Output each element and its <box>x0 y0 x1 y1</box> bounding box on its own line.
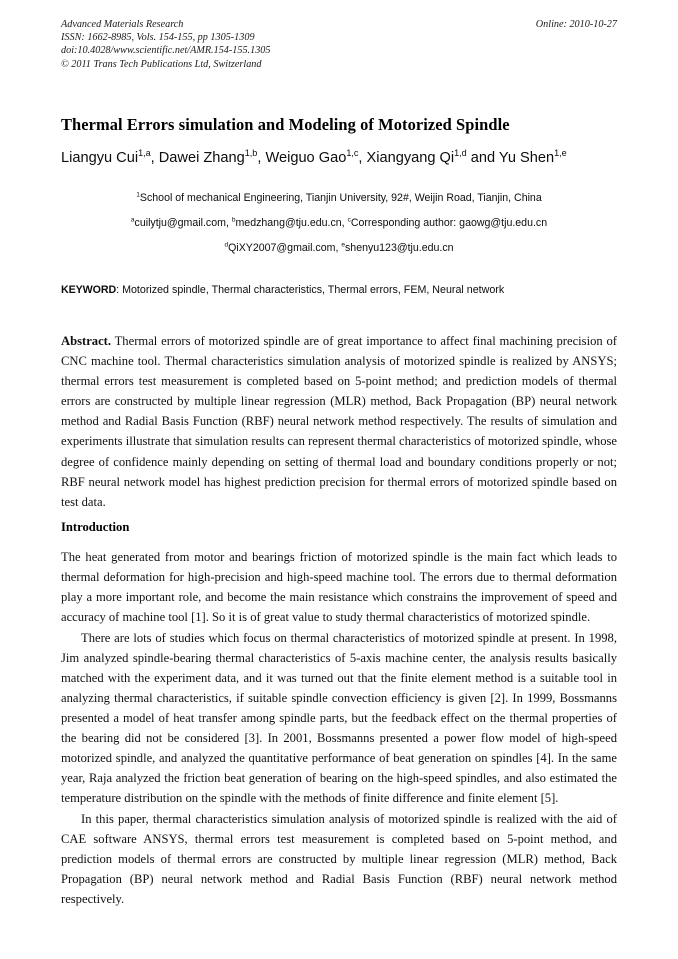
author-separator: and <box>466 150 499 166</box>
email-text: medzhang@tju.edu.cn, <box>235 217 348 229</box>
author-superscript: 1,e <box>554 148 567 159</box>
email-text: QiXY2007@gmail.com, <box>228 242 342 254</box>
author-name: Yu Shen <box>498 150 555 166</box>
intro-paragraph-1: The heat generated from motor and bearings friction of motorized spindle is the main fact which leads to thermal deformation for high-precision and high-speed machine tool. The errors due to thermal deformation play a more important role, and become the main resistance which constrains the improvement of speed and accuracy of machine tool [1]. So it is of great value to study thermal characteristics of motorized spindle. <box>61 549 617 624</box>
author-name: Weiguo Gao <box>265 150 347 166</box>
copyright-line: © 2011 Trans Tech Publications Ltd, Switzerland <box>61 58 262 70</box>
abstract-body: Thermal errors of motorized spindle are of great importance to affect final machining precision of CNC machine tool. Thermal characteristics simulation analysis of motorized spindle is realized by ANSYS; thermal errors test measurement is completed based on 5-point method; and prediction models of thermal errors are constructed by multiple linear regression (MLR) method, Back Propagation (BP) neural network method and Radial Basis Function (RBF) neural network method respectively. The results of simulation and experiments illustrate that simulation results can represent thermal characteristics of motorized spindle, whose degree of confidence mainly depending on setting of thermal load and boundary conditions properly or not; RBF neural network model has highest prediction precision for thermal errors of motorized spindle based on test data. <box>61 334 617 509</box>
section-heading-introduction: Introduction <box>61 520 130 535</box>
author-name: Dawei Zhang <box>158 150 245 166</box>
email-text: cuilytju@gmail.com, <box>134 217 232 229</box>
doi-line: doi:10.4028/www.scientific.net/AMR.154-155.1305 <box>61 45 271 57</box>
author-separator: , <box>150 150 159 166</box>
author-superscript: 1,c <box>346 148 359 159</box>
abstract-paragraph <box>61 331 617 512</box>
online-date: Online: 2010-10-27 <box>535 19 617 30</box>
keyword-label: KEYWORD <box>61 284 117 296</box>
author-superscript: 1,a <box>138 148 151 159</box>
intro-paragraph-3: In this paper, thermal characteristics simulation analysis of motorized spindle is realized with the aid of CAE software ANSYS, thermal errors test measurement is completed based on 5-point method, and prediction models of thermal errors are constructed by multiple linear regression (MLR) method, Back Propagation (BP) neural network method and Radial Basis Function (RBF) neural network method respectively. <box>61 811 617 906</box>
email-superscript: d <box>224 241 229 249</box>
document-page <box>61 0 617 959</box>
journal-name: Advanced Materials Research <box>61 19 184 30</box>
author-separator: , <box>257 150 266 166</box>
email-superscript: e <box>341 241 345 249</box>
email-superscript: c <box>347 216 351 224</box>
keyword-separator: : <box>116 284 123 296</box>
email-superscript: b <box>231 216 236 224</box>
author-name: Xiangyang Qi <box>366 150 455 166</box>
keyword-line <box>61 283 617 298</box>
affiliation-line <box>61 191 617 206</box>
affiliation-superscript: 1 <box>136 191 140 199</box>
abstract-label: Abstract. <box>61 334 112 348</box>
author-superscript: 1,d <box>454 148 467 159</box>
email-superscript: a <box>130 216 135 224</box>
intro-paragraph-2: There are lots of studies which focus on thermal characteristics of motorized spindle at present. In 1998, Jim analyzed spindle-bearing thermal characteristics of 5-axis machine center, the analysis results basically matched with the experiment data, and it was turned out that the finite element method is a suitable tool in analyzing thermal characteristics, if suitable spindle convection efficiency is given [2]. In 1999, Bossmanns presented a model of heat transfer among spindle parts, but the feedback effect on the thermal properties of the bearing did not be considered [3]. In 2001, Bossmanns presented a power flow model of high-speed motorized spindle, and analyzed the quantitative performance of beat generation on spindles [4]. In the same year, Raja analyzed the friction beat generation of bearing on the high-speed spindles, and also estimated the temperature distribution on the spindle with the methods of finite difference and finite element [5]. <box>61 630 617 806</box>
email-line-2 <box>61 241 617 256</box>
email-text: shenyu123@tju.edu.cn <box>345 242 454 254</box>
author-separator: , <box>358 150 367 166</box>
affiliation-text: School of mechanical Engineering, Tianjin University, 92#, Weijin Road, Tianjin, China <box>139 192 542 204</box>
article-title: Thermal Errors simulation and Modeling of Motorized Spindle <box>61 114 510 134</box>
author-superscript: 1,b <box>244 148 258 159</box>
keyword-values: Motorized spindle, Thermal characteristics, Thermal errors, FEM, Neural network <box>122 284 505 296</box>
email-line-1 <box>61 216 617 231</box>
issn-line: ISSN: 1662-8985, Vols. 154-155, pp 1305-1309 <box>61 32 255 44</box>
email-text: Corresponding author: gaowg@tju.edu.cn <box>350 217 548 229</box>
author-list <box>61 148 621 168</box>
author-name: Liangyu Cui <box>61 150 139 166</box>
running-header <box>61 18 617 71</box>
